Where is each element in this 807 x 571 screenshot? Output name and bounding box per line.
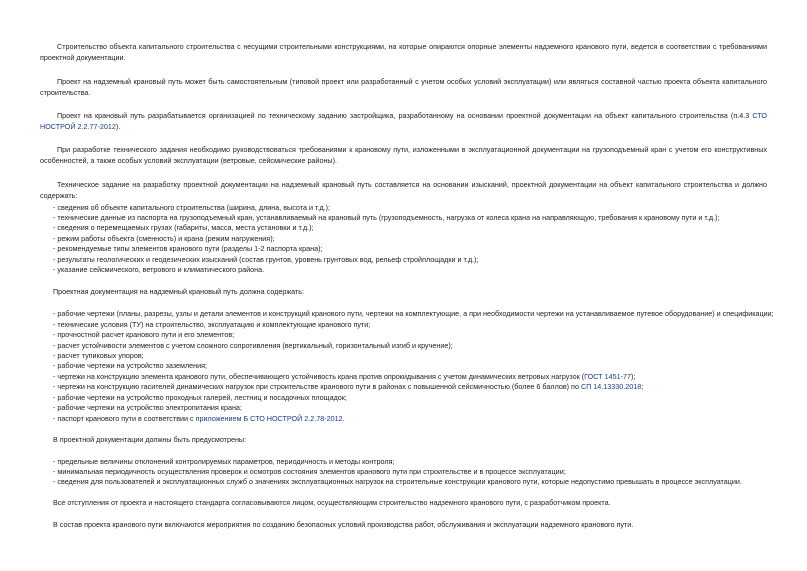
paragraph-deviations: Все отступления от проекта и настоящего стандарта согласовываются лицом, осуществляющим строительство надземного кранового пути, с разработчиком проекта.: [53, 498, 611, 507]
list-item: - рабочие чертежи на устройство заземления;: [53, 361, 208, 370]
list-item: [53, 382, 643, 392]
paragraph-project-type: Проект на надземный крановый путь может быть самостоятельным (типовой проект или разработанный с учетом особых условий эксплуатации) или являться составной частью проекта объекта капитального строительства.: [40, 77, 767, 97]
sto-nostroy-2-2-77-link[interactable]: СТО НОСТРОЙ 2.2.77-2012: [40, 111, 767, 131]
list-item: [53, 414, 345, 424]
list-item: - рабочие чертежи (планы, разрезы, узлы и детали элементов и конструкций кранового пути, чертежи на комплектующие, а при необходимости чертежи на устанавливаемое путевое оборудование) и спецификации;: [53, 309, 774, 318]
list-item: - результаты геологических и геодезических изысканий (состав грунтов, уровень грунтовых вод, рельеф стройплощадки и т.д.);: [53, 255, 479, 264]
list-item: - сведения о перемещаемых грузах (габариты, масса, места установки и т.д.);: [53, 223, 314, 232]
list-item: - рабочие чертежи на устройство электропитания крана;: [53, 403, 242, 412]
list-item: - рекомендуемые типы элементов кранового пути (разделы 1-2 паспорта крана);: [53, 244, 323, 253]
paragraph-safety-measures: В состав проекта кранового пути включаются мероприятия по созданию безопасных условий производства работ, обслуживания и эксплуатации надземного кранового пути.: [53, 520, 634, 529]
list-item: - расчет устойчивости элементов с учетом сложного сопротивления (вертикальный, горизонтальный изгиб и кручение);: [53, 341, 453, 350]
list-item: [53, 372, 635, 382]
paragraph-project-developer: [40, 110, 767, 132]
list-item-text: - паспорт кранового пути в соответствии с: [53, 414, 196, 423]
list-item-text-end: ;: [641, 382, 644, 391]
list-item-text: - чертежи на конструкцию элемента кранового пути, обеспечивающего устойчивость крана против опрокидывания с учетом динамических ветровых нагрузок (: [53, 372, 585, 381]
list-item: - расчет тупиковых упоров;: [53, 351, 144, 360]
paragraph-technical-task: При разработке технического задания необходимо руководствоваться требованиями к крановому пути, изложенными в эксплуатационной документации на грузоподъемный кран с учетом его конструктивных особенностей, а также особых условий эксплуатации (ветровые, сейсмические районы).: [40, 145, 767, 165]
list-item-text: - чертежи на конструкцию гасителей динамических нагрузок при строительстве кранового пути в районах с повышенной сейсмичностью (более 6 баллов) по: [53, 382, 581, 391]
list-item-text-end: );: [630, 372, 636, 381]
list-item: - сведения об объекте капитального строительства (ширина, длина, высота и т.д.);: [53, 203, 331, 212]
list-item: - минимальная периодичность осуществления проверок и осмотров состояния элементов кранового пути при строительстве и в процессе эксплуатации;: [53, 467, 566, 476]
list-item-text-end: .: [342, 414, 345, 423]
list-item: - технические данные из паспорта на грузоподъемный кран, устанавливаемый на крановый путь (грузоподъемность, нагрузка от колеса крана на направляющую, требования к крановому пути и т.д.);: [53, 213, 720, 222]
sp-14-13330-2018-link[interactable]: СП 14.13330.2018: [580, 382, 642, 391]
paragraph-text: Проект на крановый путь разрабатывается организацией по техническому заданию застройщика, разработанному на основании проектной документации на объект капитального строительства (п.4.3: [57, 111, 753, 120]
list-item: - технические условия (ТУ) на строительство, эксплуатацию и комплектующие кранового пути;: [53, 320, 371, 329]
list-item: - режим работы объекта (сменность) и крана (режим нагружения);: [53, 234, 275, 243]
list-item: - указание сейсмического, ветрового и климатического района.: [53, 265, 265, 274]
section-heading: В проектной документации должны быть предусмотрены:: [53, 435, 247, 444]
list-item: - сведения для пользователей и эксплуатационных служб о значениях эксплуатационных нагрузок на строительные конструкции кранового пути, которые недопустимо превышать в процессе эксплуатации.: [53, 477, 742, 486]
paragraph-text-end: ).: [115, 122, 121, 131]
paragraph-task-content: Техническое задание на разработку проектной документации на надземный крановый путь составляется на основании изысканий, проектной документации на объект капитального строительства и должно содержать:: [40, 180, 767, 200]
appendix-b-sto-nostroy-link[interactable]: приложением Б СТО НОСТРОЙ 2.2.78-2012: [195, 414, 343, 423]
list-item: - прочностной расчет кранового пути и его элементов;: [53, 330, 235, 339]
list-item: - предельные величины отклонений контролируемых параметров, периодичность и методы контроля;: [53, 457, 395, 466]
section-heading: Проектная документация на надземный крановый путь должна содержать:: [53, 287, 305, 296]
paragraph-construction: Строительство объекта капитального строительства с несущими строительными конструкциями, на которые опираются опорные элементы надземного кранового пути, ведется в соответствии с требованиями проектной документации.: [40, 42, 767, 62]
gost-1451-77-link[interactable]: ГОСТ 1451-77: [584, 372, 631, 381]
list-item: - рабочие чертежи на устройство проходных галерей, лестниц и посадочных площадок;: [53, 393, 347, 402]
